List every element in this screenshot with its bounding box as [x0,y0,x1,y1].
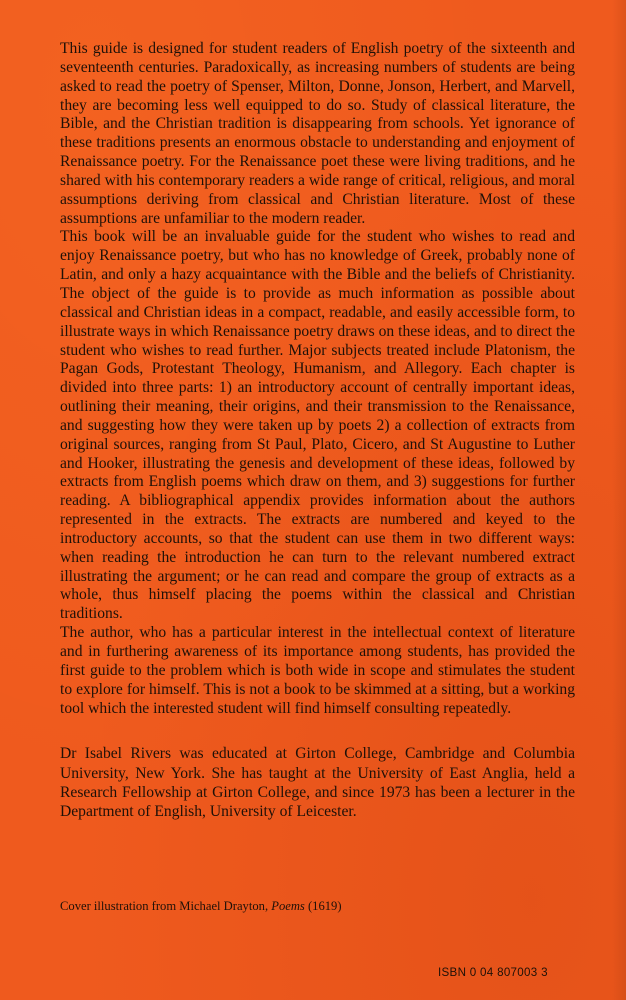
description-paragraph-1: This guide is designed for student readers of English poetry of the sixteenth and seventeenth centuries. Paradoxically, as increasing numbers of students are being asked to read the poetry of Spenser, Milton, Donne, Jonson, Herbert, and Marvell, they are becoming less well equipped to do so. Study of classical literature, the Bible, and the Christian tradition is disappearing from schools. Yet ignorance of these traditions presents an enormous obstacle to understanding and enjoyment of Renaissance poetry. For the Renaissance poet these were living traditions, and he shared with his contemporary readers a wide range of critical, religious, and moral assumptions deriving from classical and Christian literature. Most of these assumptions are unfamiliar to the modern reader. [60,40,575,227]
description-paragraph-3: The author, who has a particular interest in the intellectual context of literature and in furthering awareness of its importance among students, has provided the first guide to the problem which is both wide in scope and stimulates the student to explore for himself. This is not a book to be skimmed at a sitting, but a working tool which the interested student will find himself consulting repeatedly. [60,624,575,717]
description-paragraph-2: This book will be an invaluable guide for the student who wishes to read and enjoy Renaissance poetry, but who has no knowledge of Greek, probably none of Latin, and only a hazy acquaintance with the Bible and the beliefs of Christianity. The object of the guide is to provide as much information as possible about classical and Christian ideas in a compact, readable, and easily accessible form, to illustrate ways in which Renaissance poetry draws on these ideas, and to direct the student who wishes to read further. Major subjects treated include Platonism, the Pagan Gods, Protestant Theology, Humanism, and Allegory. Each chapter is divided into three parts: 1) an introductory account of centrally important ideas, outlining their meaning, their origins, and their transmission to the Renaissance, and suggesting how they were taken up by poets 2) a collection of extracts from original sources, ranging from St Paul, Plato, Cicero, and St Augustine to Luther and Hooker, illustrating the genesis and development of these ideas, followed by extracts from English poems which draw on them, and 3) suggestions for further reading. A bibliographical appendix provides information about the authors represented in the extracts. The extracts are numbered and keyed to the introductory accounts, so that the student can use them in two different ways: when reading the introduction he can turn to the relevant numbered extract illustrating the argument; or he can read and compare the group of extracts as a whole, thus himself placing the poems within the classical and Christian traditions. [60,228,575,623]
cover-credit-title: Poems [271,899,305,913]
cover-credit-suffix: (1619) [304,899,342,913]
cover-credit-prefix: Cover illustration from Michael Drayton, [60,899,272,913]
back-cover-text-block [60,40,575,837]
cover-illustration-credit [60,898,342,914]
isbn-number: ISBN 0 04 807003 3 [438,966,548,979]
cover-edge-shadow [612,0,626,1000]
author-biography: Dr Isabel Rivers was educated at Girton College, Cambridge and Columbia University, New York. She has taught at the University of East Anglia, held a Research Fellowship at Girton College, and since 1973 has been a lecturer in the Department of English, University of Leicester. [60,745,575,820]
